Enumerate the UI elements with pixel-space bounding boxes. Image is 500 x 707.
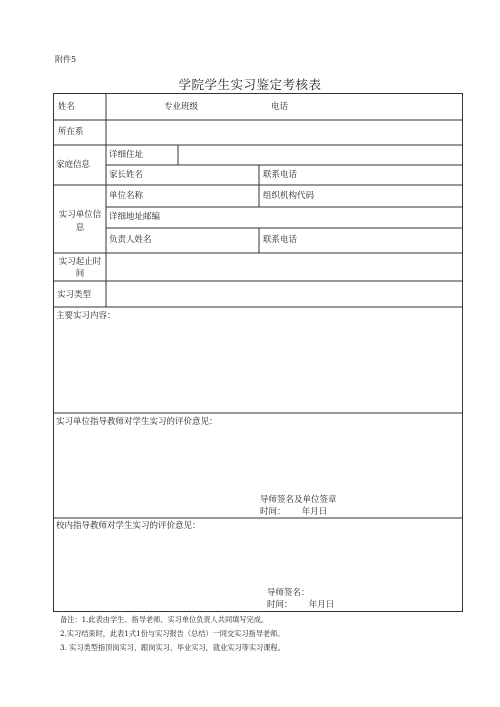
major-class-label: 专业班级 bbox=[164, 102, 199, 112]
parent-name-label: 家长姓名 bbox=[109, 170, 144, 180]
internship-unit-section-label: 实习单位信息 bbox=[58, 210, 102, 233]
note-item: 备注：1.此表由学生、指导老师、实习单位负责人共同填写完成。 bbox=[60, 615, 269, 624]
phone-label: 电话 bbox=[271, 102, 289, 112]
main-content-label: 主要实习内容： bbox=[56, 311, 116, 321]
attachment-label: 附件5 bbox=[55, 55, 77, 64]
school-evaluation-signature: 导师签名： bbox=[267, 588, 310, 598]
note-item: 3. 实习类型指顶岗实习、跟岗实习、毕业实习，就业实习等实习课程。 bbox=[60, 643, 285, 652]
notes bbox=[60, 613, 285, 655]
type-label: 实习类型 bbox=[57, 290, 92, 300]
org-code-label: 组织机构代码 bbox=[263, 191, 315, 201]
address-label: 详细住址 bbox=[109, 150, 144, 160]
head-name-label: 负责人姓名 bbox=[109, 235, 152, 245]
school-evaluation-date: 时间： 年月日 bbox=[267, 600, 335, 610]
unit-evaluation-date: 时间： 年月日 bbox=[260, 507, 328, 517]
department-label: 所在系 bbox=[58, 127, 84, 137]
name-label: 姓名 bbox=[58, 102, 76, 112]
family-contact-phone-label: 联系电话 bbox=[263, 170, 298, 180]
unit-evaluation-signature: 导师签名及单位签章 bbox=[260, 495, 337, 505]
unit-contact-phone-label: 联系电话 bbox=[263, 235, 298, 245]
school-evaluation-label: 校内指导教师对学生实习的评价意见： bbox=[56, 521, 201, 531]
address-zip-label: 详细地址邮编 bbox=[109, 212, 161, 222]
unit-name-label: 单位名称 bbox=[109, 191, 144, 201]
appraisal-form-table bbox=[53, 93, 463, 612]
family-section-label: 家庭信息 bbox=[56, 160, 91, 170]
unit-evaluation-label: 实习单位指导教师对学生实习的评价意见： bbox=[56, 417, 218, 427]
form-title: 学院学生实习鉴定考核表 bbox=[178, 77, 322, 92]
note-item: 2.实习结束时，此表1式1份与实习报告（总结）一同交实习指导老师。 bbox=[60, 629, 285, 638]
period-label: 实习起止时间 bbox=[58, 257, 102, 279]
